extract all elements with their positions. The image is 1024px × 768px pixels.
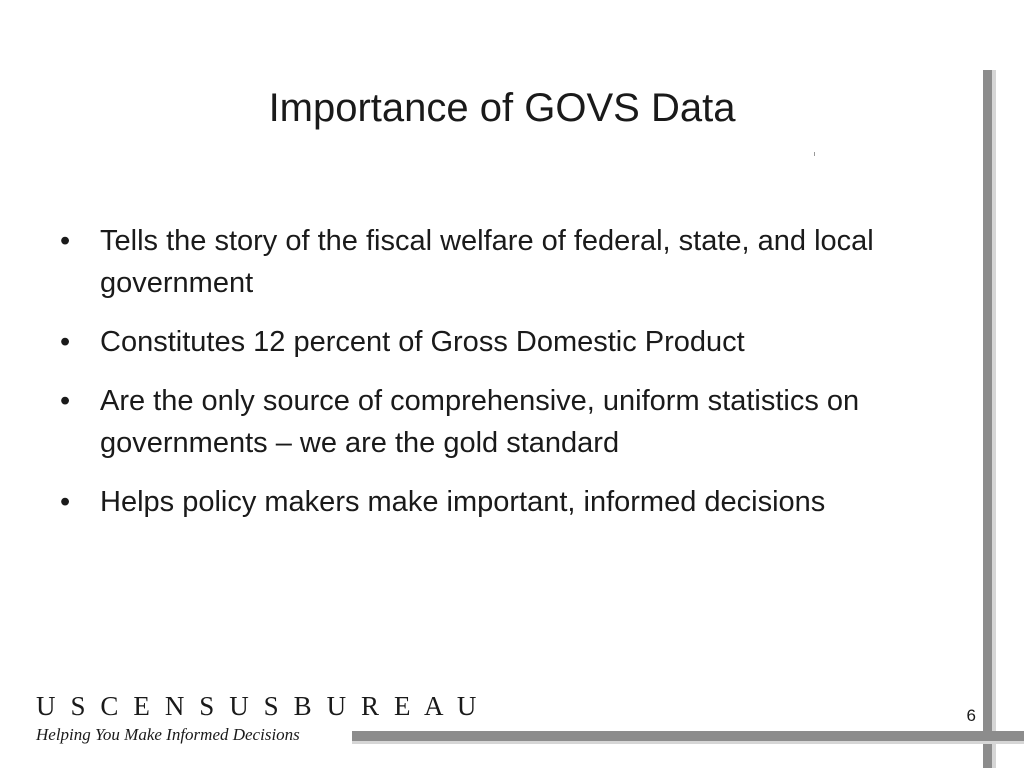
bullet-item: [58, 481, 948, 523]
bullet-item: [58, 321, 948, 363]
frame-vertical-line: [983, 70, 992, 768]
bullet-dot-icon: •: [60, 385, 71, 417]
bullet-item: [58, 380, 948, 464]
page-number: 6: [966, 706, 976, 725]
frame-horizontal-line: [352, 731, 1024, 741]
bullet-text: Are the only source of comprehensive, uniform statistics on governments – we are the gold standard: [100, 385, 860, 459]
bullet-text: Constitutes 12 percent of Gross Domestic Product: [100, 326, 745, 358]
bullet-item: [58, 220, 948, 304]
bullet-list: [58, 220, 948, 540]
bullet-text: Tells the story of the fiscal welfare of federal, state, and local government: [100, 225, 874, 299]
bullet-dot-icon: •: [60, 225, 71, 257]
slide-title: Importance of GOVS Data: [268, 86, 736, 130]
frame-horizontal-shadow: [352, 741, 1024, 744]
census-bureau-logo: [36, 690, 481, 746]
decorative-tick-mark: [814, 152, 815, 156]
bullet-dot-icon: •: [60, 326, 71, 358]
bullet-dot-icon: •: [60, 486, 71, 518]
frame-vertical-shadow: [992, 70, 996, 768]
logo-tagline: Helping You Make Informed Decisions: [36, 725, 300, 744]
bullet-text: Helps policy makers make important, informed decisions: [100, 486, 826, 518]
logo-name: U S C E N S U S B U R E A U: [36, 691, 481, 721]
